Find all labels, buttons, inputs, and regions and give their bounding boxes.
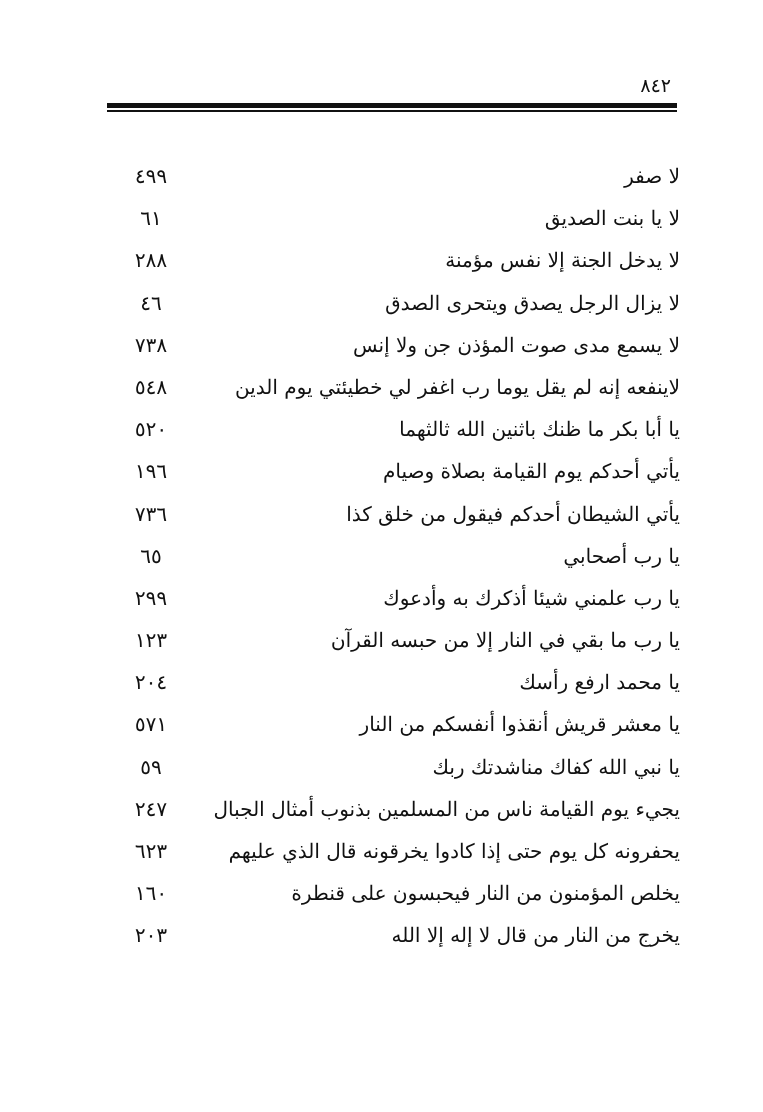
- entry-page-number: ٢٩٩: [134, 585, 168, 610]
- entry-text: لاينفعه إنه لم يقل يوما رب اغفر لي خطيئتي يوم الدين: [234, 374, 680, 399]
- entry-text: يا أبا بكر ما ظنك باثنين الله ثالثهما: [399, 417, 680, 442]
- entry-text: يا نبي الله كفاك مناشدتك ربك: [432, 754, 680, 779]
- index-entry: [125, 703, 680, 745]
- entry-text: يأتي أحدكم يوم القيامة بصلاة وصيام: [382, 459, 680, 484]
- entry-page-number: ٦٢٣: [134, 839, 168, 863]
- entry-text: يخلص المؤمنون من النار فيحبسون على قنطرة: [291, 881, 680, 906]
- index-entry: [125, 239, 680, 281]
- entry-page-number: ٤٦: [140, 290, 162, 315]
- entry-page-number: ٥٤٨: [134, 374, 168, 399]
- hadith-index-list: [125, 155, 680, 957]
- index-entry: [125, 914, 680, 956]
- entry-page-number: ٥٢٠: [134, 417, 168, 442]
- entry-page-number: ٢٨٨: [134, 248, 168, 273]
- entry-text: يجيء يوم القيامة ناس من المسلمين بذنوب أمثال الجبال: [213, 796, 680, 821]
- index-entry: [125, 830, 680, 872]
- entry-page-number: ٧٣٨: [134, 332, 168, 357]
- entry-text: لا يسمع مدى صوت المؤذن جن ولا إنس: [353, 332, 680, 357]
- index-entry: [125, 535, 680, 577]
- entry-text: يحفرونه كل يوم حتى إذا كادوا يخرقونه قال الذي عليهم: [228, 839, 680, 863]
- header-rule-thick: [107, 103, 677, 108]
- entry-text: يا محمد ارفع رأسك: [519, 670, 680, 695]
- entry-text: يا رب أصحابي: [563, 543, 680, 568]
- entry-text: لا يا بنت الصديق: [544, 206, 680, 231]
- header-double-rule: [107, 103, 677, 112]
- entry-text: يا رب ما بقي في النار إلا من حبسه القرآن: [330, 628, 680, 653]
- index-entry: [125, 450, 680, 492]
- entry-page-number: ٧٣٦: [134, 501, 168, 526]
- entry-page-number: ١٢٣: [134, 628, 168, 653]
- index-entry: [125, 282, 680, 324]
- page-number: ٨٤٢: [640, 75, 671, 97]
- entry-page-number: ٥٩: [140, 754, 162, 779]
- entry-text: يا معشر قريش أنقذوا أنفسكم من النار: [359, 712, 680, 737]
- entry-text: يا رب علمني شيئا أذكرك به وأدعوك: [383, 585, 680, 610]
- entry-page-number: ٦١: [140, 206, 162, 231]
- entry-text: يخرج من النار من قال لا إله إلا الله: [391, 923, 680, 948]
- entry-page-number: ٢٠٤: [134, 670, 168, 695]
- index-entry: [125, 408, 680, 450]
- entry-page-number: ١٦٠: [134, 881, 168, 906]
- entry-page-number: ٢٤٧: [134, 796, 168, 821]
- index-entry: [125, 746, 680, 788]
- index-entry: [125, 324, 680, 366]
- entry-page-number: ٥٧١: [134, 712, 168, 737]
- entry-text: لا يدخل الجنة إلا نفس مؤمنة: [445, 248, 680, 273]
- index-entry: [125, 872, 680, 914]
- entry-text: لا صفر: [624, 164, 680, 188]
- header-rule-thin: [107, 110, 677, 112]
- index-entry: [125, 661, 680, 703]
- entry-page-number: ١٩٦: [134, 459, 168, 484]
- entry-page-number: ٢٠٣: [134, 923, 168, 948]
- entry-page-number: ٦٥: [140, 543, 162, 568]
- entry-text: لا يزال الرجل يصدق ويتحرى الصدق: [385, 290, 680, 315]
- index-entry: [125, 155, 680, 197]
- index-entry: [125, 788, 680, 830]
- index-entry: [125, 577, 680, 619]
- index-entry: [125, 619, 680, 661]
- index-entry: [125, 197, 680, 239]
- index-entry: [125, 493, 680, 535]
- entry-text: يأتي الشيطان أحدكم فيقول من خلق كذا: [346, 501, 680, 526]
- entry-page-number: ٤٩٩: [134, 164, 168, 188]
- index-entry: [125, 366, 680, 408]
